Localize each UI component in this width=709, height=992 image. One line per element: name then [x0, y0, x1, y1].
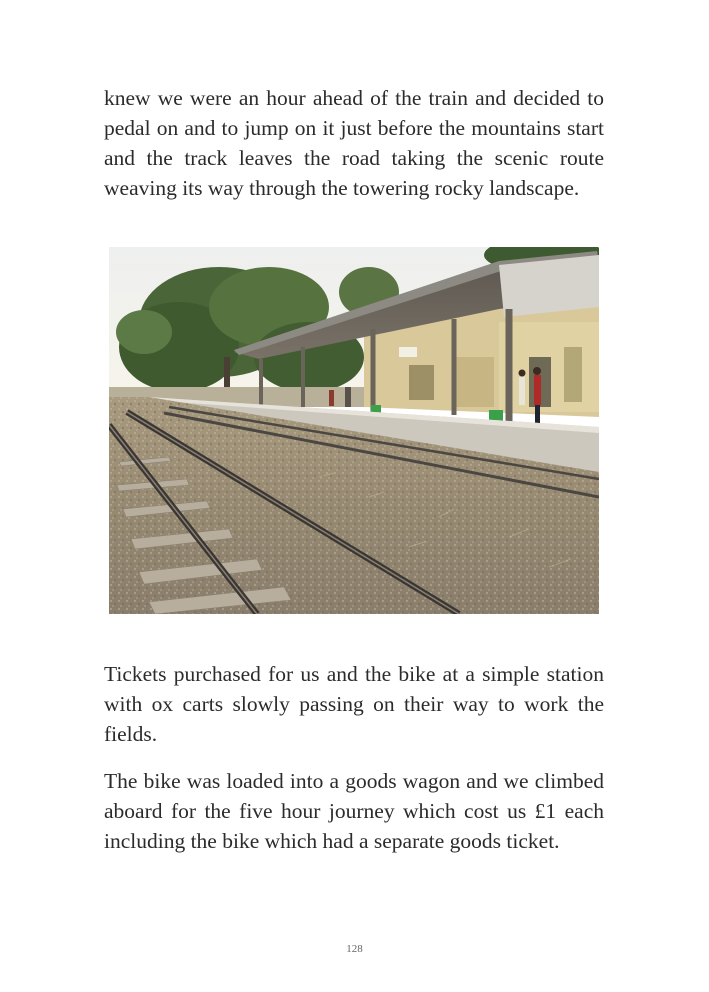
railway-station-photo — [109, 247, 599, 614]
body-paragraph-1: knew we were an hour ahead of the train and decided to pedal on and to jump on it just before the mountains start and the track leaves the road taking the scenic route weaving its way through the towering rocky landscape. — [104, 86, 604, 200]
page-number: 128 — [346, 943, 363, 955]
body-paragraph-2: Tickets purchased for us and the bike at a simple station with ox carts slowly passing on their way to work the fields. — [104, 662, 604, 746]
body-paragraph-3: The bike was loaded into a goods wagon and we climbed aboard for the five hour journey which cost us £1 each including the bike which had a separate goods ticket. — [104, 769, 604, 853]
